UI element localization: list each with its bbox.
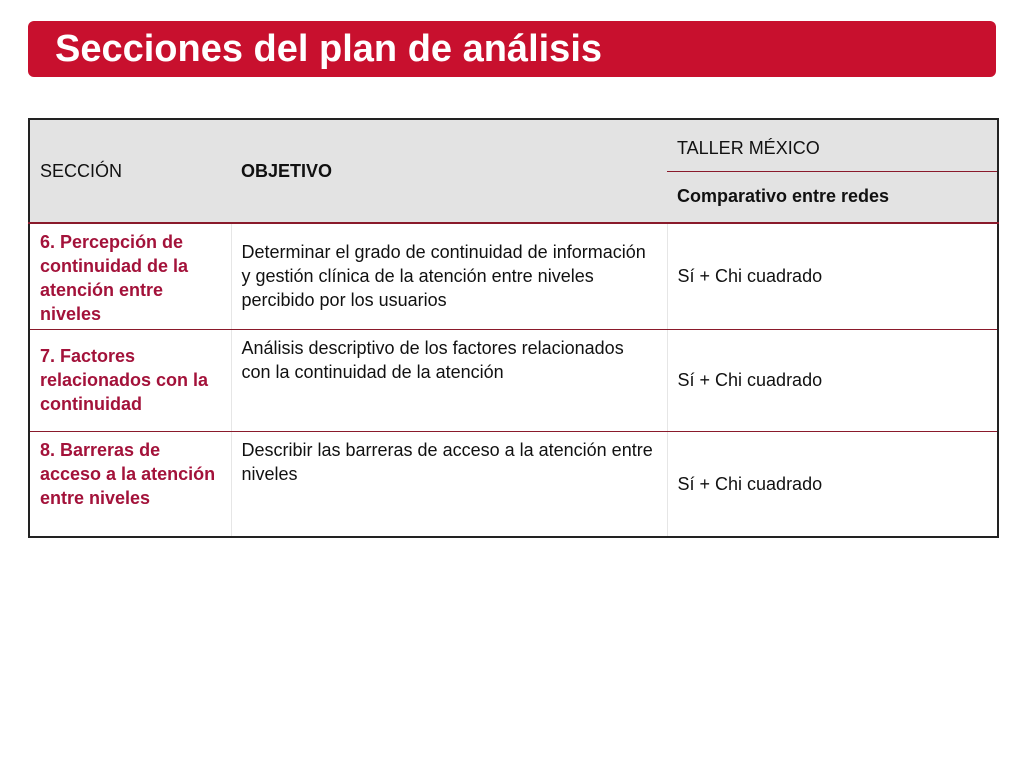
- section-cell: 7. Factores relacionados con la continuidad: [29, 329, 231, 431]
- analysis-plan-table: [28, 118, 999, 538]
- objective-cell: Describir las barreras de acceso a la atención entre niveles: [231, 431, 667, 537]
- title-bar: [28, 21, 996, 77]
- table-row: [29, 223, 998, 329]
- table-row: [29, 431, 998, 537]
- objective-cell: Análisis descriptivo de los factores relacionados con la continuidad de la atención: [231, 329, 667, 431]
- result-cell: Sí + Chi cuadrado: [667, 329, 998, 431]
- result-cell: Sí + Chi cuadrado: [667, 223, 998, 329]
- section-cell: 6. Percepción de continuidad de la atención entre niveles: [29, 223, 231, 329]
- header-objective: OBJETIVO: [231, 119, 667, 223]
- result-cell: Sí + Chi cuadrado: [667, 431, 998, 537]
- header-subgroup: Comparativo entre redes: [667, 171, 998, 223]
- table-row: [29, 329, 998, 431]
- page-title: Secciones del plan de análisis: [55, 28, 603, 70]
- objective-cell: Determinar el grado de continuidad de información y gestión clínica de la atención entre niveles percibido por los usuarios: [231, 223, 667, 329]
- header-group: TALLER MÉXICO: [667, 119, 998, 171]
- section-cell: 8. Barreras de acceso a la atención entre niveles: [29, 431, 231, 537]
- header-section: SECCIÓN: [29, 119, 231, 223]
